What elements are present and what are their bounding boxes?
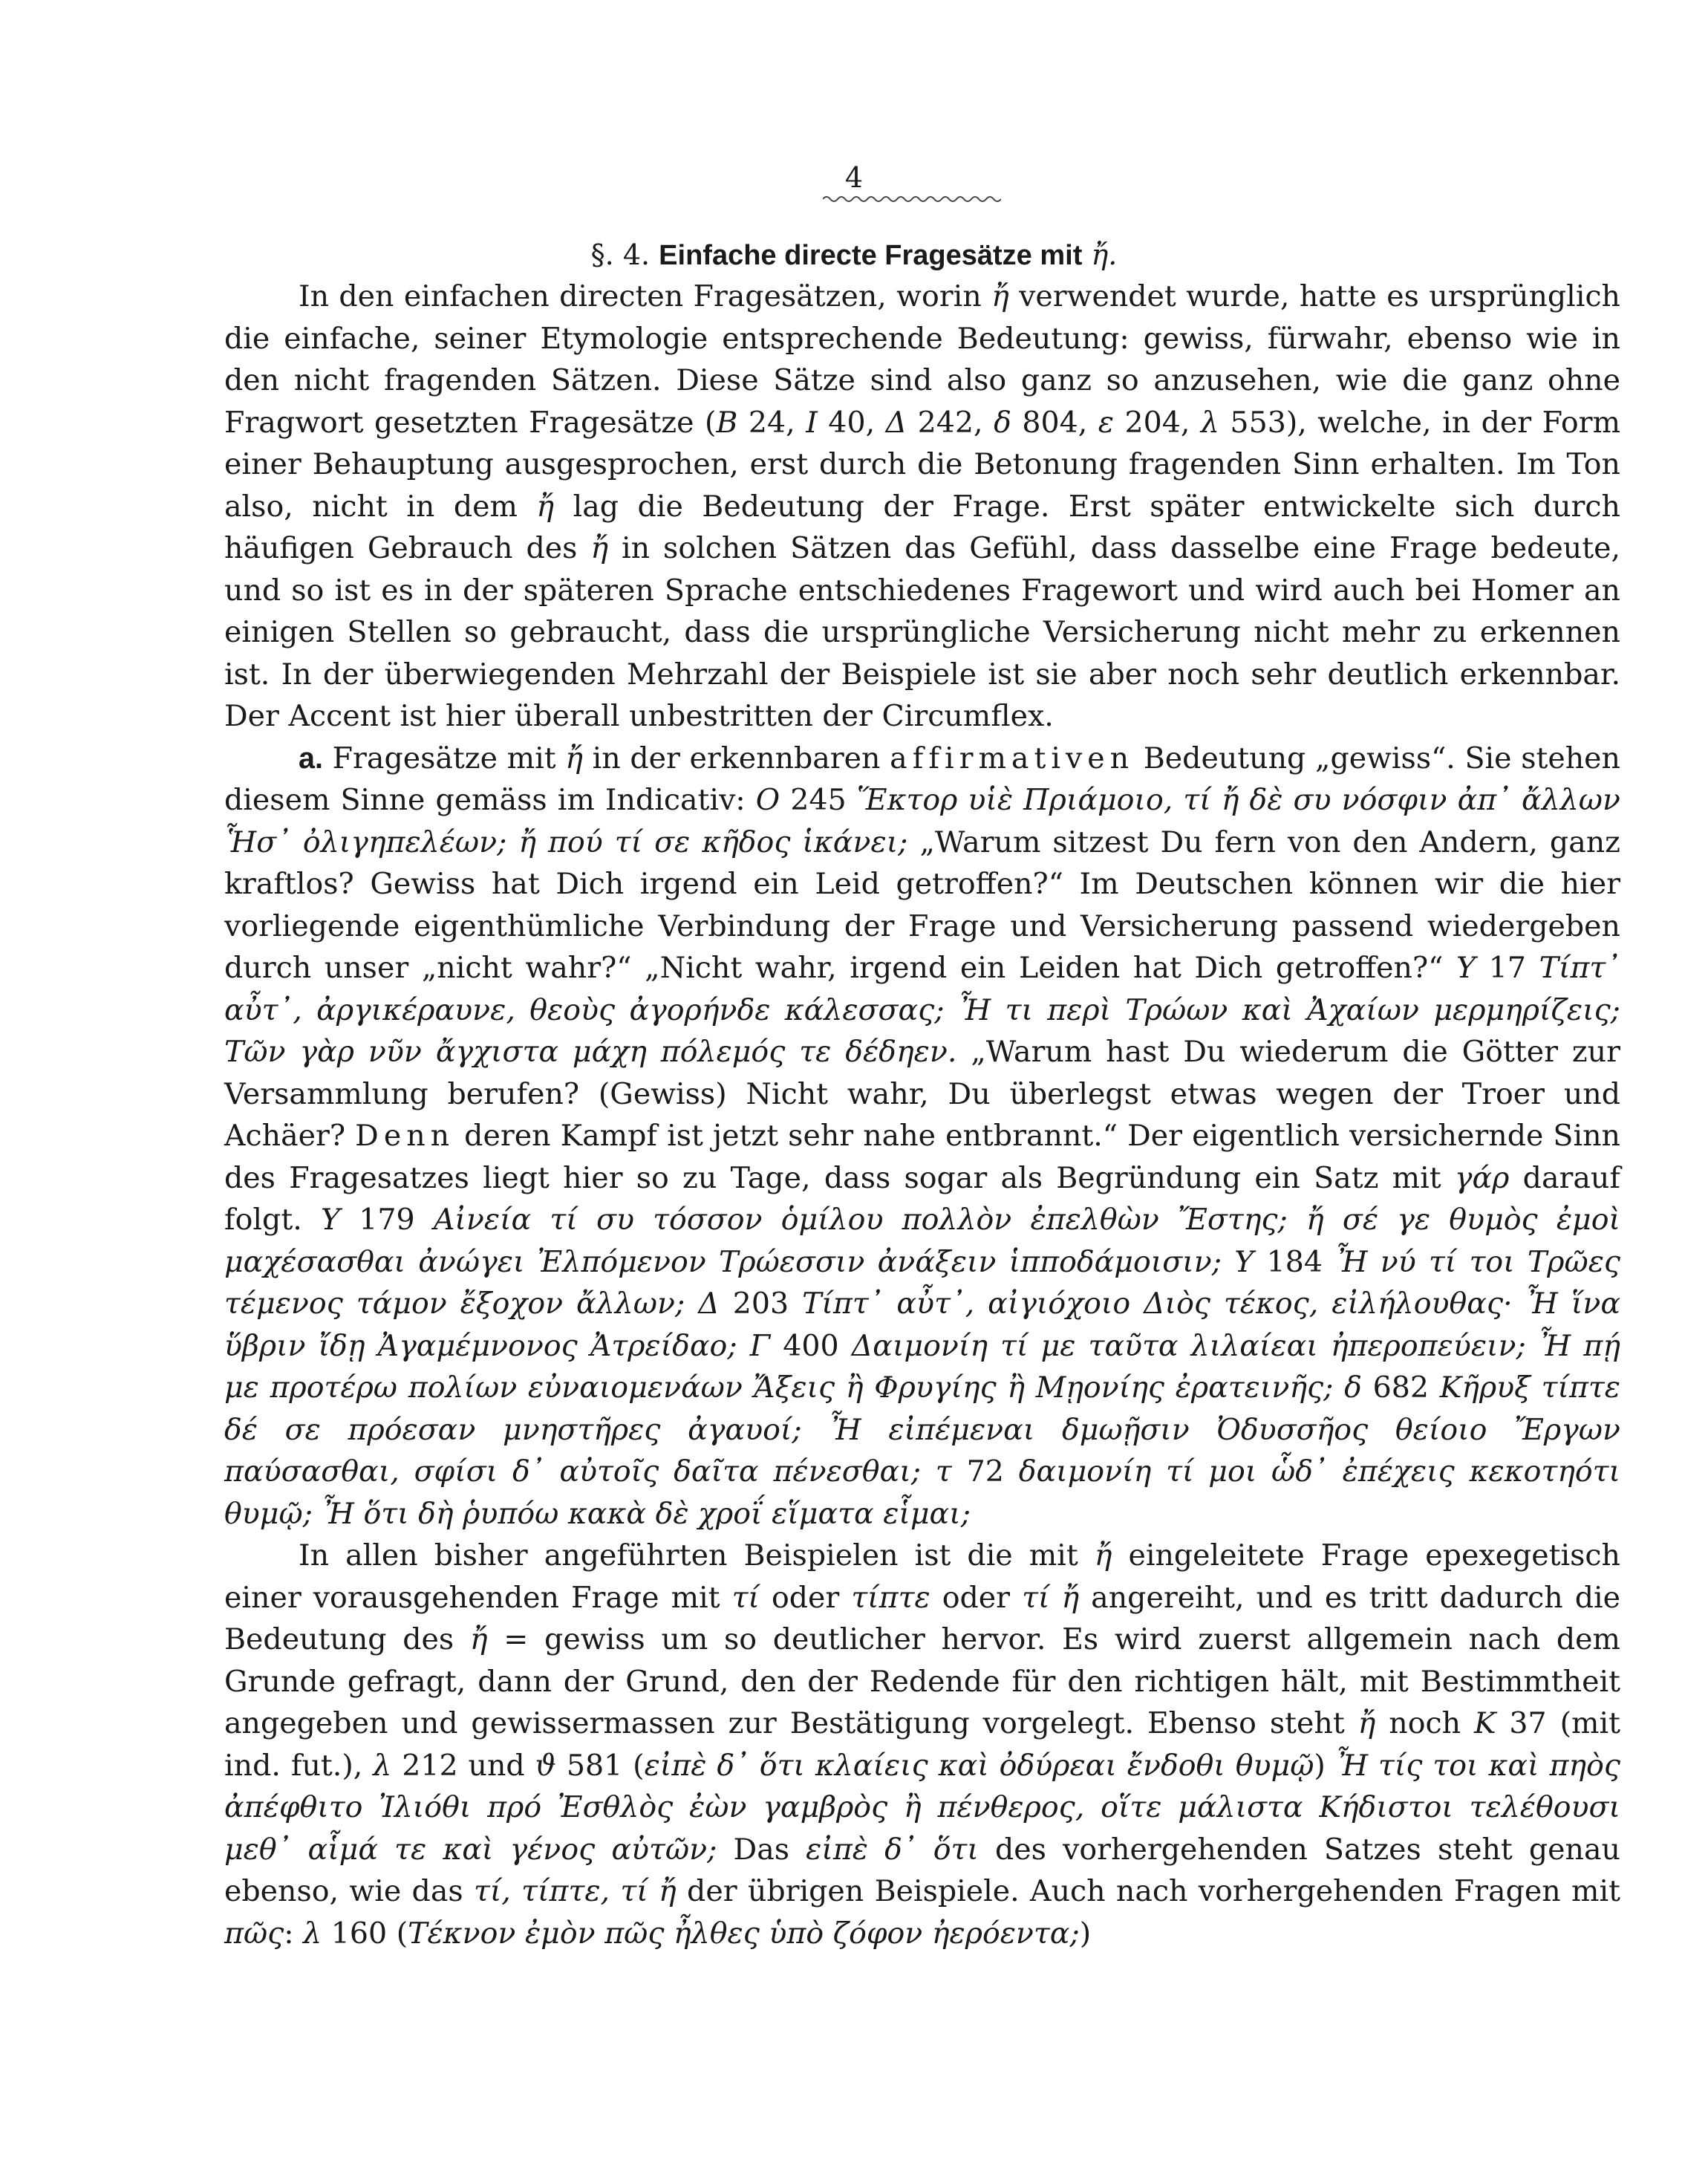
text-run: In allen bisher angeführten Beispielen ist die mit [299, 1538, 1095, 1573]
greek-text: τ [935, 1454, 952, 1489]
text-run: 581 ( [555, 1748, 645, 1783]
text-run: des vorhergehenden Satzes steht genau ebenso, wie das [224, 1832, 1620, 1908]
greek-text: Δ [885, 405, 907, 440]
greek-text: δ [994, 405, 1011, 440]
greek-text: λ [303, 1916, 322, 1951]
greek-text: εἰπὲ δ᾽ ὅτι κλαίεις καὶ ὀδύρεαι ἔνδοθι θυμῷ [644, 1748, 1314, 1783]
text-run: lag die Bedeutung der Frage. Erst später entwickelte sich durch häufigen Gebrauch des [224, 489, 1620, 565]
text-run: ) [1314, 1748, 1336, 1783]
greek-text: Δαιμονίη τί με ταῦτα λιλαίεαι ἠπεροπεύειν; Ἦ πῄ με προτέρω πολίων εὐναιομενάων Ἄξεις ἢ Φρυγίης ἢ Μῃονίης ἐρατεινῆς; [224, 1328, 1620, 1405]
greek-text: Γ [749, 1328, 771, 1363]
text-run: angereiht, und es tritt dadurch die Bedeutung des [224, 1580, 1621, 1656]
text-run: „Warum sitzest Du fern von den Andern, ganz kraftlos? Gewiss hat Dich irgend ein Leid getroffen?“ Im Deutschen können wir die hier vorliegende eigenthümliche Verbindung der Frage und Versicherung passend wiedergeben durch unser „nicht wahr?“ „Nicht wahr, irgend ein Leiden hat Dich getroffen?“ [224, 825, 1620, 985]
greek-text: ἤ [991, 279, 1009, 313]
text-run: 72 [951, 1454, 1019, 1489]
greek-text: ἤ [536, 489, 555, 524]
greek-text: ϑ [535, 1748, 556, 1783]
greek-text: Y [320, 1203, 341, 1237]
greek-text: B [716, 405, 738, 440]
greek-text: ἤ [469, 1622, 488, 1656]
greek-text: ἤ [590, 531, 609, 565]
section-particle: ἤ. [1091, 238, 1118, 271]
text-run: : [284, 1916, 304, 1951]
text-run: 400 [770, 1328, 852, 1363]
greek-text: Ἕκτορ υἱὲ Πριάμοιο, τί ἤ δὲ συ νόσφιν ἀπ᾽ ἄλλων Ἧσ᾽ ὀλιγηπελέων; ἤ πού τί σε κῆδος ἱκάνει; [224, 783, 1620, 859]
text-run: 179 [340, 1203, 434, 1237]
greek-text: ἤ [1094, 1538, 1112, 1573]
greek-text: γάρ [1454, 1160, 1510, 1195]
text-run: 682 [1361, 1370, 1440, 1405]
text-run: „Warum hast Du wiederum die Götter zur Versammlung berufen? (Gewiss) Nicht wahr, Du überlegst etwas wegen der Troer und Achäer? [224, 1035, 1620, 1153]
spaced-emphasis: affirmativen [890, 741, 1135, 775]
greek-text: Y [1234, 1244, 1254, 1279]
greek-text: O [755, 783, 780, 817]
greek-text: δαιμονίη τί μοι ὧδ᾽ ἐπέχεις κεκοτηότι θυμῷ; Ἦ ὅτι δὴ ῥυπόω κακὰ δὲ χροΐ εἵματα εἷμαι; [224, 1454, 1620, 1531]
greek-text: K [1473, 1706, 1496, 1740]
text-run: oder [759, 1580, 852, 1615]
greek-text: δ [1344, 1370, 1362, 1405]
text-run: In den einfachen directen Fragesätzen, worin [299, 279, 992, 313]
greek-text: λ [373, 1748, 392, 1783]
text-run: verwendet wurde, hatte es ursprünglich die einfache, seiner Etymologie entsprechende Bedeutung: gewiss, fürwahr, ebenso wie in den nicht fragenden Sätzen. Diese Sätze sind also ganz so anzusehen, wie die ganz ohne Fragwort gesetzten Fragesätze ( [224, 279, 1621, 440]
page-number: 4 [844, 161, 864, 194]
greek-text: πῶς [224, 1916, 284, 1951]
text-run: oder [930, 1580, 1023, 1615]
paragraph [224, 738, 1620, 1535]
text-run: Das [717, 1832, 806, 1867]
greek-text: ἤ [1357, 1706, 1376, 1740]
greek-text: τί [731, 1580, 760, 1615]
subsection-label: a. [299, 741, 323, 775]
text-run [1333, 1370, 1344, 1405]
greek-text: Ἦ νύ τί τοι Τρῶες τέμενος τάμον ἔξοχον ἄλλων; [224, 1244, 1621, 1321]
text-run: 212 und [391, 1748, 535, 1783]
text-run: Fragesätze mit [322, 741, 566, 775]
section-heading [0, 236, 1708, 274]
text-run: 160 ( [322, 1916, 408, 1951]
text-run: 24, [737, 405, 806, 440]
text-run: 553), welche, in der Form einer Behauptung ausgesprochen, erst durch die Betonung fragenden Sinn erhalten. Im Ton also, nicht in dem [224, 405, 1621, 524]
paragraph [224, 1535, 1620, 1954]
greek-text: τίπτε [851, 1580, 930, 1615]
text-run: der übrigen Beispiele. Auch nach vorhergehenden Fragen mit [676, 1874, 1620, 1908]
text-run [737, 1329, 750, 1363]
greek-text: τί ἤ [1022, 1580, 1080, 1615]
text-run: 242, [907, 405, 994, 440]
text-run [685, 1287, 698, 1321]
text-run: eingeleitete Frage epexegetisch einer vorausgehenden Frage mit [224, 1538, 1620, 1615]
greek-text: ε [1098, 405, 1114, 440]
section-title: Einfache directe Fragesätze mit [659, 240, 1083, 271]
text-run: deren Kampf ist jetzt sehr nahe entbrannt.“ Der eigentlich versichernde Sinn des Fragesatzes liegt hier so zu Tage, dass sogar als Begründung ein Satz mit [224, 1119, 1620, 1195]
greek-text: Τέκνον ἐμὸν πῶς ἦλθες ὑπὸ ζόφον ἠερόεντα; [408, 1916, 1080, 1951]
text-run [1222, 1245, 1234, 1279]
ornamental-rule [823, 195, 1001, 204]
greek-text: Y [1456, 951, 1476, 985]
text-run: 37 (mit ind. fut.), [224, 1706, 1620, 1783]
text-run: 184 [1254, 1244, 1336, 1279]
greek-text: Ἦ τίς τοι καὶ πηὸς ἀπέφθιτο Ἰλιόθι πρό Ἐσθλὸς ἐὼν γαμβρὸς ἢ πένθερος, οἵτε μάλιστα Κήδιστοι τελέθουσι μεθ᾽ αἷμά τε καὶ γένος αὐτῶν; [224, 1748, 1621, 1867]
text-run: 203 [719, 1287, 803, 1321]
greek-text: Δ [698, 1287, 720, 1321]
text-run: in solchen Sätzen das Gefühl, dass dasselbe eine Frage bedeute, und so ist es in der späteren Sprache entschiedenes Fragewort und wird auch bei Homer an einigen Stellen so gebraucht, dass die ursprüngliche Versicherung nicht mehr zu erkennen ist. In der überwiegenden Mehrzahl der Beispiele ist sie aber noch sehr deutlich erkennbar. Der Accent ist hier überall unbestritten der Circumflex. [224, 531, 1621, 733]
greek-text: ἤ [565, 741, 583, 775]
text-run: noch [1375, 1706, 1474, 1740]
text-run: in der erkennbaren [582, 741, 890, 775]
text-run: 204, [1113, 405, 1201, 440]
text-run: ) [1079, 1916, 1092, 1951]
text-run: 40, [817, 405, 886, 440]
text-run: 245 [780, 783, 857, 817]
body-text [224, 276, 1620, 1954]
greek-text: τί, τίπτε, τί ἤ [473, 1874, 677, 1908]
text-run: 804, [1011, 405, 1098, 440]
greek-text: Αἰνεία τί συ τόσσον ὁμίλου πολλὸν ἐπελθὼν Ἔστης; ἤ σέ γε θυμὸς ἐμοὶ μαχέσασθαι ἀνώγει Ἐλπόμενον Τρώεσσιν ἀνάξειν ἱπποδάμοισιν; [224, 1203, 1620, 1279]
text-run: darauf folgt. [224, 1160, 1620, 1237]
text-run: = gewiss um so deutlicher hervor. Es wird zuerst allgemein nach dem Grunde gefragt, dann der Grund, den der Redende für den richtigen hält, mit Bestimmtheit angegeben und gewissermassen zur Bestätigung vorgelegt. Ebenso steht [224, 1622, 1620, 1740]
text-run: Bedeutung „gewiss“. Sie stehen diesem Sinne gemäss im Indicativ: [224, 741, 1620, 817]
paragraph [224, 276, 1620, 738]
greek-text: Τίπτ᾽ αὖτ᾽, ἀργικέραυνε, θεοὺς ἀγορήνδε κάλεσσας; Ἦ τι περὶ Τρώων καὶ Ἀχαίων μερμηρίζεις; Τῶν γὰρ νῦν ἄγχιστα μάχη πόλεμός τε δέδηεν. [224, 951, 1621, 1069]
spaced-emphasis: Denn [355, 1119, 455, 1153]
text-run [921, 1454, 936, 1489]
greek-text: λ [1200, 405, 1219, 440]
text-run: 17 [1476, 951, 1539, 985]
greek-text: Τίπτ᾽ αὖτ᾽, αἰγιόχοιο Διὸς τέκος, εἰλήλουθας· Ἦ ἵνα ὕβριν ἴδῃ Ἀγαμέμνονος Ἀτρείδαο; [224, 1287, 1621, 1363]
greek-text: Κῆρυξ τίπτε δέ σε πρόεσαν μνηστῆρες ἀγαυοί; Ἦ εἰπέμεναι δμωῇσιν Ὀδυσσῆος θείοιο Ἔργων παύσασθαι, σφίσι δ᾽ αὐτοῖς δαῖτα πένεσθαι; [224, 1370, 1620, 1489]
greek-text: εἰπὲ δ᾽ ὅτι [806, 1832, 979, 1867]
section-number: §. 4. [590, 238, 651, 271]
greek-text: I [806, 405, 818, 440]
